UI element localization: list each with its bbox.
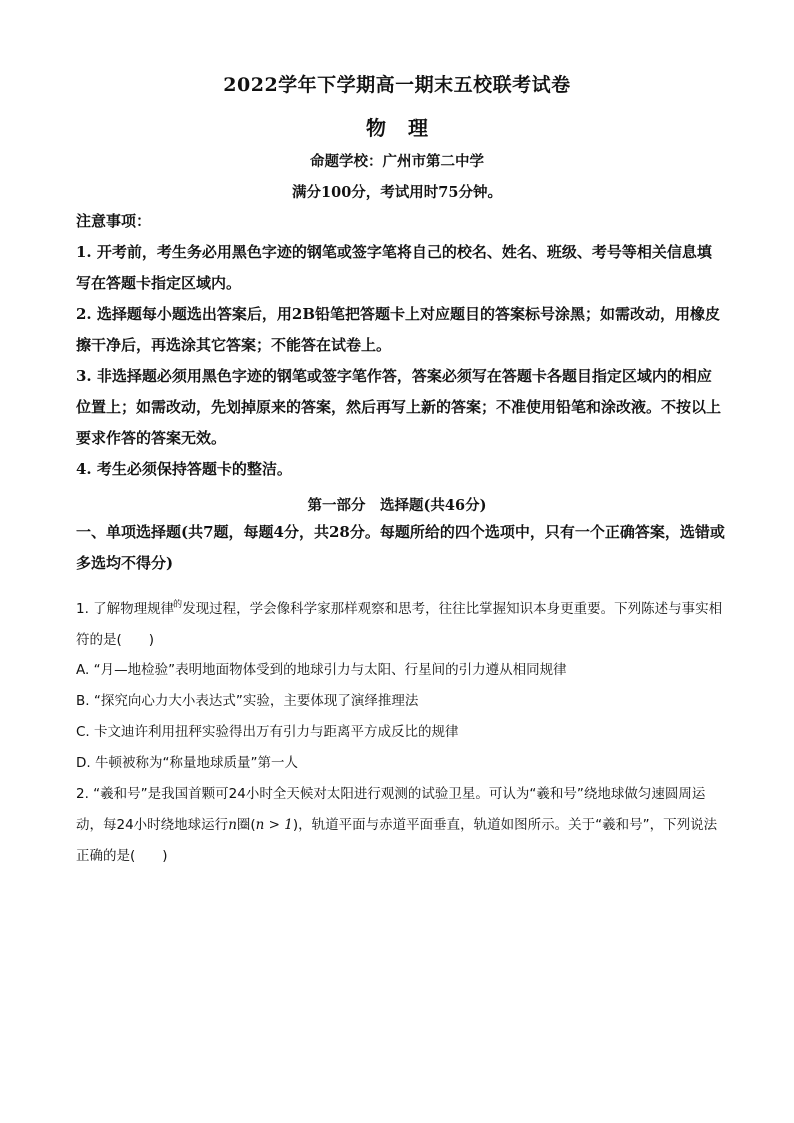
q1-option-a: A. “月—地检验”表明地面物体受到的地球引力与太阳、行星间的引力遵从相同规律: [76, 662, 567, 678]
q1-stem-part-a: 1. 了解物理规律: [76, 601, 175, 617]
q2-var-n: n: [228, 817, 237, 833]
q2-stem-part-a: 2. “羲和号”是我国首颗可24小时全天候对太阳进行观测的试验卫星。可认为“羲和号”绕地球做匀速圆周运动，每24小时绕地球运行: [76, 786, 706, 833]
q1-option-c: C. 卡文迪许利用扭秤实验得出万有引力与距离平方成反比的规律: [76, 724, 459, 740]
note-item-4: 4. 考生必须保持答题卡的整洁。: [76, 460, 292, 478]
q1-stem-part-b: 发现过程，学会像科学家那样观察和思考，往往比掌握知识本身更重要。下列陈述与事实相符的是( ): [76, 601, 723, 648]
q1-stem-de: 的: [173, 600, 183, 610]
proposing-school: 命题学校：广州市第二中学: [310, 153, 484, 170]
section-heading: 一、单项选择题(共7题，每题4分，共28分。每题所给的四个选项中，只有一个正确答案，选错或多选均不得分): [76, 523, 725, 572]
exam-title: 2022学年下学期高一期末五校联考试卷: [223, 74, 571, 96]
question-1-stem: [76, 590, 726, 656]
q2-stem-part-c: )，轨道平面与赤道平面垂直，轨道如图所示。关于“羲和号”，下列说法正确的是( ): [76, 817, 718, 864]
subject-title: 物理: [366, 116, 450, 140]
exam-info: 满分100分，考试用时75分钟。: [292, 184, 502, 201]
q1-option-b: B. “探究向心力大小表达式”实验，主要体现了演绎推理法: [76, 693, 419, 709]
note-item-1: 1. 开考前，考生务必用黑色字迹的钢笔或签字笔将自己的校名、姓名、班级、考号等相关信息填写在答题卡指定区域内。: [76, 243, 712, 292]
note-item-3: 3. 非选择题必须用黑色字迹的钢笔或签字笔作答，答案必须写在答题卡各题目指定区域内的相应位置上；如需改动，先划掉原来的答案，然后再写上新的答案；不准使用铅笔和涂改液。不按以上要求作答的答案无效。: [76, 367, 722, 447]
q2-condition: n > 1: [255, 817, 293, 833]
note-item-2: 2. 选择题每小题选出答案后，用2B铅笔把答题卡上对应题目的答案标号涂黑；如需改动，用橡皮擦干净后，再选涂其它答案；不能答在试卷上。: [76, 305, 721, 354]
q1-option-d: D. 牛顿被称为“称量地球质量”第一人: [76, 755, 298, 771]
notes-heading: 注意事项：: [76, 212, 152, 230]
q2-stem-part-b: 圈(: [236, 817, 256, 833]
question-2-stem: [76, 779, 726, 872]
part-one-title: 第一部分 选择题(共46分): [307, 497, 487, 514]
